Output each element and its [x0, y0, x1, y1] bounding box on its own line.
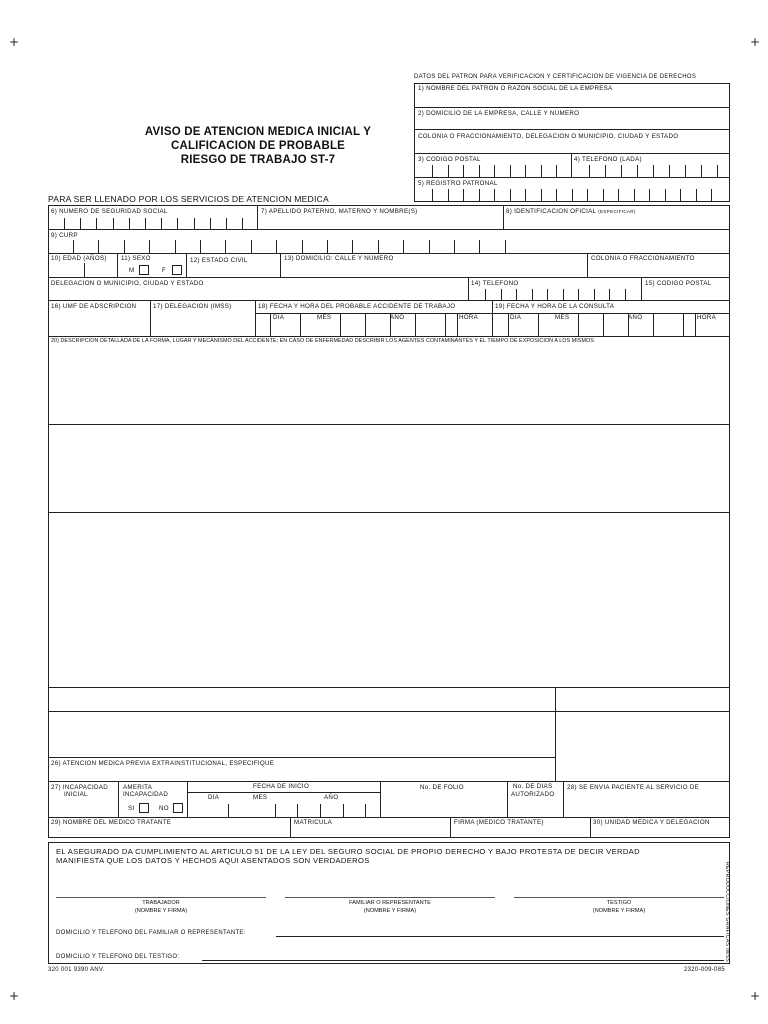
telefono-label: 14) TELEFONO	[471, 280, 519, 287]
domicilio-familiar-line[interactable]	[276, 936, 724, 937]
tel-comb-tick	[532, 289, 533, 300]
sexo-label: 11) SEXO	[121, 255, 151, 262]
cp-comb-tick	[541, 165, 542, 177]
familiar-label: FAMILIAR O REPRESENTANTE	[349, 900, 431, 906]
phone-comb-tick	[589, 165, 590, 177]
curp-comb-tick	[98, 240, 99, 253]
testigo-label: TESTIGO	[606, 900, 632, 906]
fecha-inicio-label: FECHA DE INICIO	[253, 783, 310, 790]
registro-comb-tick	[510, 189, 511, 202]
phone-comb-tick	[605, 165, 606, 177]
fecha-inicio-comb-tick	[297, 804, 298, 817]
registro-comb-tick	[448, 189, 449, 202]
testigo-nombre-firma: (NOMBRE Y FIRMA)	[592, 908, 646, 914]
delegacion-imss-label: 17) DELEGACION (IMSS)	[153, 303, 232, 310]
curp-comb-tick	[352, 240, 353, 253]
crop-mark: +	[9, 35, 20, 49]
nss-comb-tick	[177, 218, 178, 229]
matricula-label: MATRICULA	[294, 819, 332, 826]
nss-comb-tick	[161, 218, 162, 229]
fecha-inicio-comb-tick	[343, 804, 344, 817]
curp-comb-tick	[149, 240, 150, 253]
phone-comb-tick	[701, 165, 702, 177]
nss-comb-tick	[226, 218, 227, 229]
identificacion-label	[506, 209, 636, 215]
patron-name-label: 1) NOMBRE DEL PATRON O RAZON SOCIAL DE LA EMPRESA	[418, 85, 613, 92]
date-comb-tick	[695, 313, 696, 336]
nss-comb-tick	[210, 218, 211, 229]
sexo-f-label: F	[162, 267, 167, 274]
form-subtitle: PARA SER LLENADO POR LOS SERVICIOS DE ATENCION MEDICA	[48, 194, 329, 204]
registro-comb-tick	[665, 189, 666, 202]
nss-comb-tick	[242, 218, 243, 229]
patron-address-label: 2) DOMICILIO DE LA EMPRESA, CALLE Y NUMERO	[418, 110, 580, 117]
tel-comb-tick	[485, 289, 486, 300]
si-label: SI	[128, 805, 135, 812]
registro-comb-tick	[680, 189, 681, 202]
date-comb-tick	[300, 313, 301, 336]
date-comb-tick	[508, 313, 509, 336]
cp-comb-tick	[463, 165, 464, 177]
curp-comb-tick	[454, 240, 455, 253]
curp-comb-tick	[429, 240, 430, 253]
registro-comb-tick	[649, 189, 650, 202]
curp-comb-tick	[124, 240, 125, 253]
nss-comb-tick	[194, 218, 195, 229]
codigo-postal-label: 15) CODIGO POSTAL	[645, 280, 712, 287]
amerita-label-2: INCAPACIDAD	[123, 791, 169, 798]
delegacion-label: DELEGACION O MUNICIPIO, CIUDAD Y ESTADO	[51, 280, 204, 287]
no-label: NO	[159, 805, 169, 812]
familiar-signature-line[interactable]	[285, 897, 495, 898]
tel-comb-tick	[501, 289, 502, 300]
fecha-consulta-label: 19) FECHA Y HORA DE LA CONSULTA	[495, 303, 615, 310]
registro-comb-tick	[463, 189, 464, 202]
curp-comb-tick	[225, 240, 226, 253]
date-column-hora: HORA	[459, 314, 479, 321]
curp-label: 9) CURP	[51, 232, 78, 239]
amerita-label-1: AMERITA	[123, 784, 153, 791]
tel-comb-tick	[625, 289, 626, 300]
fecha-inicio-comb-tick	[228, 804, 229, 817]
sexo-m-checkbox[interactable]	[139, 265, 149, 275]
sexo-f-checkbox[interactable]	[172, 265, 182, 275]
cp-comb-tick	[432, 165, 433, 177]
nss-comb-tick	[129, 218, 130, 229]
registro-comb-tick	[494, 189, 495, 202]
domicilio-testigo-label: DOMICILIO Y TELEFONO DEL TESTIGO:	[56, 954, 180, 960]
declaration-line-2: MANIFIESTA QUE LOS DATOS Y HECHOS AQUI ASENTADOS SON VERDADEROS	[56, 856, 370, 865]
date-comb-tick	[365, 313, 366, 336]
trabajador-label: TRABAJADOR	[142, 900, 180, 906]
apellido-label: 7) APELLIDO PATERNO, MATERNO Y NOMBRE(S)	[261, 208, 418, 215]
registro-comb-tick	[556, 189, 557, 202]
crop-mark: +	[750, 989, 761, 1003]
date-column-ano: AÑO	[390, 314, 405, 321]
no-checkbox[interactable]	[173, 803, 183, 813]
registro-comb-tick	[603, 189, 604, 202]
fecha-inicio-comb-tick	[365, 804, 366, 817]
testigo-signature-line[interactable]	[514, 897, 724, 898]
curp-comb-tick	[73, 240, 74, 253]
curp-comb-tick	[327, 240, 328, 253]
fecha-inicio-mes: MES	[253, 794, 268, 801]
medico-label: 29) NOMBRE DEL MEDICO TRATANTE	[51, 819, 172, 826]
registro-comb-tick	[618, 189, 619, 202]
curp-comb-tick	[302, 240, 303, 253]
fecha-inicio-comb-tick	[320, 804, 321, 817]
nss-comb-tick	[96, 218, 97, 229]
declaration-line-1: EL ASEGURADO DA CUMPLIMIENTO AL ARTICULO 51 DE LA LEY DEL SEGURO SOCIAL DE PROPIO DERECHO Y BAJO PROTESTA DE DECIR VERDAD	[56, 847, 640, 856]
identificacion-note: (ESPECIFICAR)	[598, 209, 636, 214]
identificacion-text: 8) IDENTIFICACION OFICIAL	[506, 208, 597, 215]
cp-comb-tick	[479, 165, 480, 177]
registro-comb-tick	[541, 189, 542, 202]
tel-comb-tick	[609, 289, 610, 300]
curp-comb-tick	[276, 240, 277, 253]
si-checkbox[interactable]	[139, 803, 149, 813]
patron-registro-label: 5) REGISTRO PATRONAL	[418, 180, 498, 187]
phone-comb-tick	[717, 165, 718, 177]
familiar-nombre-firma: (NOMBRE Y FIRMA)	[363, 908, 417, 914]
curp-comb-tick	[175, 240, 176, 253]
phone-comb-tick	[637, 165, 638, 177]
domicilio-familiar-label: DOMICILIO Y TELEFONO DEL FAMILIAR O REPRESENTANTE:	[56, 930, 246, 936]
date-comb-tick	[445, 313, 446, 336]
date-column-ano: AÑO	[628, 314, 643, 321]
colonia-label: COLONIA O FRACCIONAMIENTO	[591, 255, 695, 262]
curp-comb-tick	[479, 240, 480, 253]
side-print-text: REPRODUCCIONES GRAFICAS IMSS	[724, 862, 730, 963]
registro-comb-tick	[634, 189, 635, 202]
fecha-inicio-dia: DIA	[208, 794, 220, 801]
nss-comb-tick	[64, 218, 65, 229]
phone-comb-tick	[685, 165, 686, 177]
patron-colonia-label: COLONIA O FRACCIONAMIENTO, DELEGACION O MUNICIPIO, CIUDAD Y ESTADO	[418, 133, 679, 140]
patron-heading: DATOS DEL PATRON PARA VERIFICACION Y CERTIFICACION DE VIGENCIA DE DERECHOS	[414, 74, 697, 80]
cp-comb-tick	[556, 165, 557, 177]
crop-mark: +	[750, 35, 761, 49]
crop-mark: +	[9, 989, 20, 1003]
incapacidad-label-1: 27) INCAPACIDAD	[51, 784, 108, 791]
registro-comb-tick	[525, 189, 526, 202]
date-column-mes: MES	[317, 314, 332, 321]
date-comb-tick	[653, 313, 654, 336]
dias-label-2: AUTORIZADO	[511, 791, 555, 798]
registro-comb-tick	[696, 189, 697, 202]
curp-comb-tick	[505, 240, 506, 253]
edad-label: 10) EDAD (AÑOS)	[51, 255, 107, 262]
incapacidad-label-2: INICIAL	[64, 791, 88, 798]
registro-comb-tick	[572, 189, 573, 202]
form-title-line-2: CALIFICACION DE PROBABLE	[170, 140, 346, 152]
date-comb-tick	[683, 313, 684, 336]
unidad-medica-label: 30) UNIDAD MEDICA Y DELEGACION	[593, 819, 710, 826]
envia-paciente-label: 28) SE ENVIA PACIENTE AL SERVICIO DE	[567, 784, 700, 791]
nss-comb-tick	[113, 218, 114, 229]
registro-comb-tick	[711, 189, 712, 202]
fecha-accidente-label: 18) FECHA Y HORA DEL PROBABLE ACCIDENTE DE TRABAJO	[258, 303, 456, 310]
trabajador-nombre-firma: (NOMBRE Y FIRMA)	[134, 908, 188, 914]
curp-comb-tick	[200, 240, 201, 253]
dias-label-1: No. DE DIAS	[513, 783, 553, 790]
patron-cp-label: 3) CODIGO POSTAL	[418, 156, 481, 163]
form-title-line-1: AVISO DE ATENCION MEDICA INICIAL Y	[144, 126, 372, 138]
umf-label: 16) UMF DE ADSCRIPCION	[51, 303, 137, 310]
sexo-m-label: M	[129, 267, 135, 274]
cp-comb-tick	[494, 165, 495, 177]
descripcion-label: 20) DESCRIPCION DETALLADA DE LA FORMA, LUGAR Y MECANISMO DEL ACCIDENTE; EN CASO DE ENFERMEDAD DESCRIBIR LOS AGENTES CONTAMINANTES Y EL TIEMPO DE EXPOSICION A LOS MISMOS	[51, 338, 594, 344]
testigo-caption	[514, 899, 724, 915]
familiar-caption	[285, 899, 495, 915]
trabajador-signature-line[interactable]	[56, 897, 266, 898]
date-comb-tick	[603, 313, 604, 336]
atencion-previa-label: 26) ATENCION MEDICA PREVIA EXTRAINSTITUCIONAL, ESPECIFIQUE	[51, 760, 275, 767]
cp-comb-tick	[510, 165, 511, 177]
date-comb-tick	[340, 313, 341, 336]
registro-comb-tick	[479, 189, 480, 202]
date-comb-tick	[270, 313, 271, 336]
fecha-inicio-comb-tick	[275, 804, 276, 817]
date-comb-tick	[457, 313, 458, 336]
domicilio-testigo-line[interactable]	[202, 960, 724, 961]
date-comb-tick	[415, 313, 416, 336]
date-column-dia: DIA	[510, 314, 522, 321]
domicilio-label: 13) DOMICILIO: CALLE Y NUMERO	[284, 255, 394, 262]
patron-phone-label: 4) TELEFONO (LADA)	[574, 156, 642, 163]
curp-comb-tick	[378, 240, 379, 253]
tel-comb-tick	[594, 289, 595, 300]
date-column-mes: MES	[555, 314, 570, 321]
nss-comb-tick	[80, 218, 81, 229]
footer-right: 2320-009-085	[684, 967, 725, 973]
date-column-dia: DIA	[273, 314, 285, 321]
nss-label: 6) NUMERO DE SEGURIDAD SOCIAL	[51, 208, 168, 215]
cp-comb-tick	[448, 165, 449, 177]
cp-comb-tick	[525, 165, 526, 177]
firma-medico-label: FIRMA (MEDICO TRATANTE)	[454, 819, 544, 826]
tel-comb-tick	[547, 289, 548, 300]
footer-left: 320 001 9390 ANV.	[48, 967, 105, 973]
nss-comb-tick	[145, 218, 146, 229]
curp-comb-tick	[403, 240, 404, 253]
date-comb-tick	[578, 313, 579, 336]
date-comb-tick	[538, 313, 539, 336]
date-column-hora: HORA	[697, 314, 717, 321]
tel-comb-tick	[578, 289, 579, 300]
trabajador-caption	[56, 899, 266, 915]
estado-civil-label: 12) ESTADO CIVIL	[190, 257, 248, 264]
phone-comb-tick	[669, 165, 670, 177]
fecha-inicio-ano: AÑO	[324, 794, 339, 801]
tel-comb-tick	[516, 289, 517, 300]
phone-comb-tick	[653, 165, 654, 177]
curp-comb-tick	[251, 240, 252, 253]
tel-comb-tick	[563, 289, 564, 300]
registro-comb-tick	[432, 189, 433, 202]
folio-label: No. DE FOLIO	[420, 784, 464, 791]
phone-comb-tick	[621, 165, 622, 177]
registro-comb-tick	[587, 189, 588, 202]
form-title-line-3: RIESGO DE TRABAJO ST-7	[180, 154, 336, 166]
